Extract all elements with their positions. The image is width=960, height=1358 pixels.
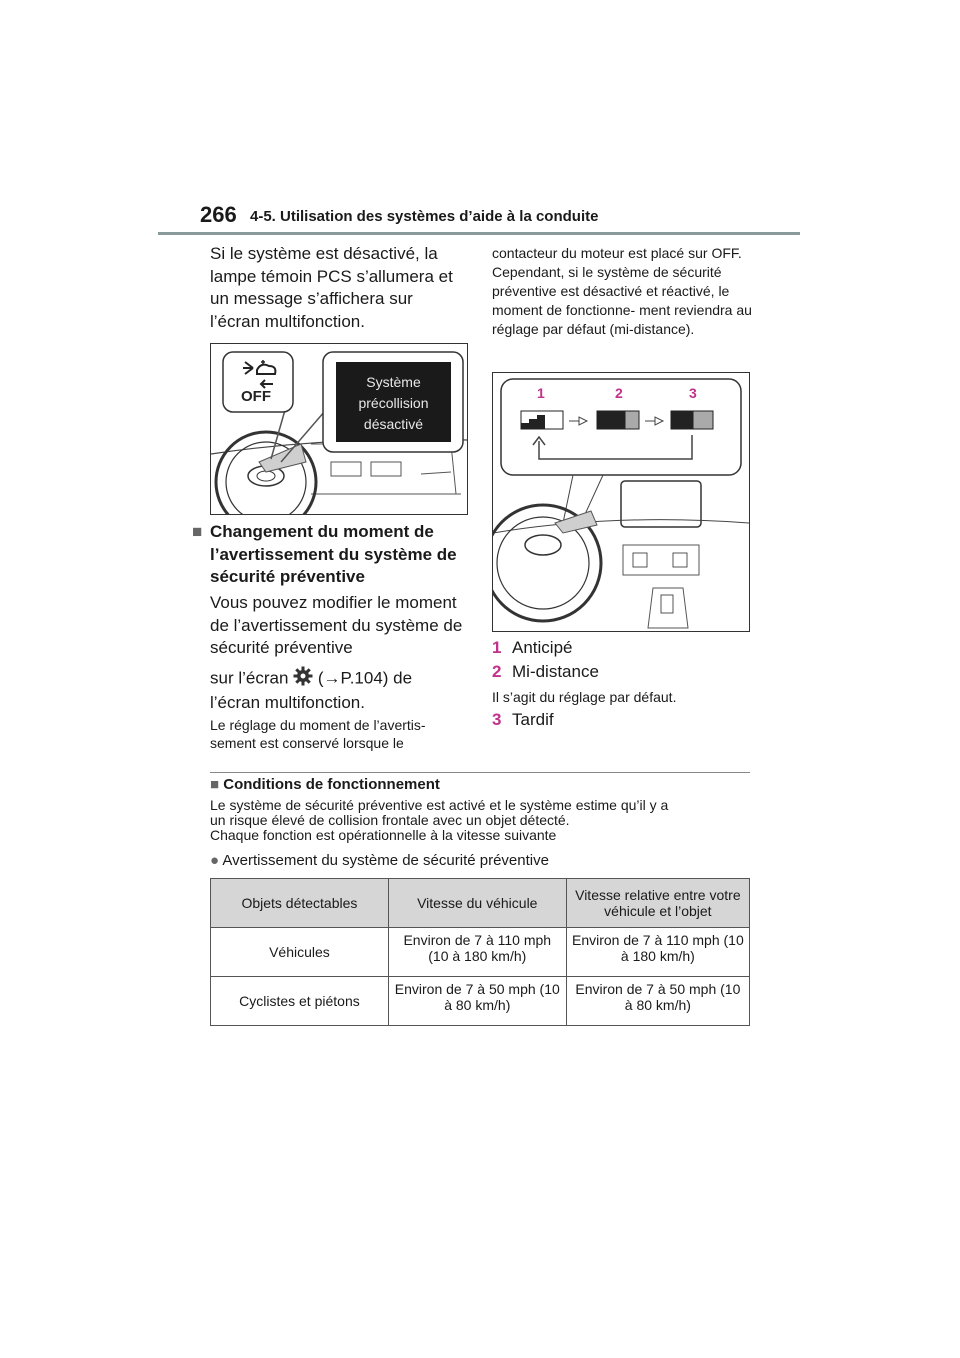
continued-paragraph: contacteur du moteur est placé sur OFF. Cependant, si le système de sécurité préventive est désactivé et réactivé, le moment de fonctionne- ment reviendra au réglage par défaut (mi-distance). [492,245,752,337]
list-item-label: Anticipé [512,638,573,657]
table-cell: Environ de 7 à 110 mph (10 à 180 km/h) [566,928,749,977]
speed-conditions-table [210,878,750,1026]
display-line-2: précollision [358,395,429,411]
timing-bars-1 [521,411,563,429]
square-bullet-icon: ■ [192,522,203,541]
list-item-note: Il s’agit du réglage par défaut. [492,689,677,705]
column-header: Vitesse relative entre votre véhicule et l’objet [566,879,749,928]
timing-label-3: 3 [689,385,697,401]
gear-icon [293,666,313,692]
list-item-label: Mi-distance [512,662,599,681]
section-heading [192,521,465,589]
section-divider [210,772,750,773]
list-item [492,662,599,682]
timing-paragraph-line [210,666,465,692]
timing-paragraph [210,592,465,714]
header-divider [158,232,800,235]
conditions-line-2: un risque élevé de collision frontale avec un objet détecté. [210,812,570,828]
conditions-heading [210,776,440,793]
conditions-line-3: Chaque fonction est opérationnelle à la vitesse suivante [210,827,557,843]
column-header: Vitesse du véhicule [388,879,566,928]
timing-label-2: 2 [615,385,623,401]
warning-timing-illustration [492,372,750,632]
timing-paragraph-part3: l’écran multifonction. [210,692,365,712]
table-row [211,928,750,977]
list-item-number: 2 [492,662,502,681]
timing-note: Le réglage du moment de l’avertis- sement est conservé lorsque le [210,717,426,751]
display-line-3: désactivé [363,416,424,432]
page-number: 266 [200,202,237,227]
display-line-1: Système [366,374,421,390]
timing-drawing [493,373,749,631]
list-item [492,710,554,730]
timing-label-1: 1 [537,385,545,401]
list-item-label: Tardif [512,710,554,729]
section-heading-text: Changement du moment de l’avertissement du système de sécurité préventive [210,522,457,586]
section-title: 4-5. Utilisation des systèmes d’aide à la conduite [250,208,599,225]
table-cell: Cyclistes et piétons [211,977,389,1026]
table-header-row [211,879,750,928]
list-item-number: 3 [492,710,502,729]
timing-bars-2 [597,411,639,429]
conditions-body [210,798,755,843]
timing-paragraph-part2b: (→P.104) de [317,667,413,687]
pcs-off-label: OFF [241,388,271,405]
circle-bullet-icon: ● [210,852,220,869]
list-item-number: 1 [492,638,502,657]
list-item [492,638,572,658]
column-header: Objets détectables [211,879,389,928]
intro-paragraph: Si le système est désactivé, la lampe témoin PCS s’allumera et un message s’affichera sur l’écran multifonction. [210,244,453,331]
timing-paragraph-part2a: sur l’écran [210,667,289,687]
timing-bars-3 [671,411,713,429]
conditions-heading-text: Conditions de fonctionnement [223,776,440,793]
table-cell: Environ de 7 à 50 mph (10 à 80 km/h) [388,977,566,1026]
pcs-off-illustration [210,343,468,515]
bullet-item-text: Avertissement du système de sécurité préventive [222,852,549,869]
square-bullet-icon: ■ [210,776,220,793]
table-row [211,977,750,1026]
multi-info-display [336,362,451,442]
timing-paragraph-part1: Vous pouvez modifier le moment de l’avertissement du système de sécurité préventive [210,593,463,657]
table-cell: Environ de 7 à 50 mph (10 à 80 km/h) [566,977,749,1026]
table-cell: Véhicules [211,928,389,977]
table-cell: Environ de 7 à 110 mph (10 à 180 km/h) [388,928,566,977]
bullet-item [210,852,549,869]
conditions-line-1: Le système de sécurité préventive est activé et le système estime qu’il y a [210,797,669,813]
